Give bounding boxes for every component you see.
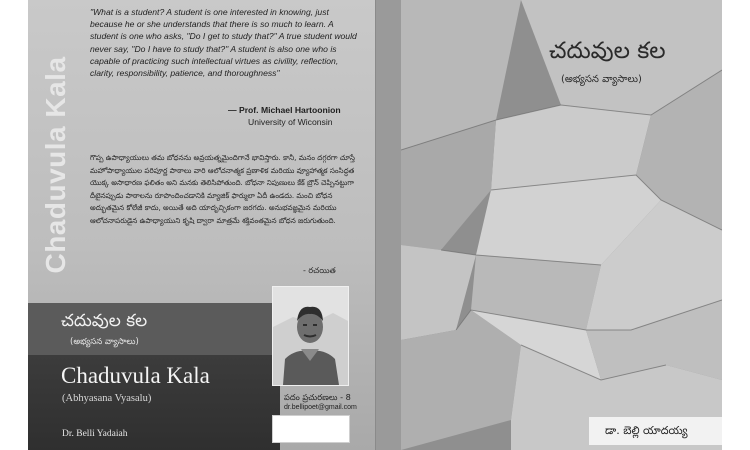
- front-title-telugu: చదువుల కల: [549, 38, 666, 64]
- author-portrait-icon: [273, 287, 348, 385]
- front-author-telugu: డా. బెల్లి యాదయ్య: [605, 424, 688, 437]
- english-title-band: [28, 355, 280, 450]
- back-title-english: Chaduvula Kala: [61, 363, 210, 388]
- back-subtitle-telugu: (అభ్యసన వ్యాసాలు): [70, 337, 139, 347]
- author-email: dr.bellipoet@gmail.com: [284, 404, 357, 411]
- front-author-box: [589, 417, 722, 445]
- back-title-telugu: చదువుల కల: [61, 311, 148, 331]
- book-spine: [375, 0, 403, 450]
- front-subtitle-telugu: (అభ్యసన వ్యాసాలు): [561, 74, 642, 85]
- quote-author: [228, 104, 368, 128]
- barcode-box: [272, 415, 350, 443]
- telugu-title-band: [28, 303, 280, 355]
- book-cover-spread: [28, 0, 722, 450]
- quote-author-affiliation: University of Wiconsin: [248, 117, 333, 127]
- quote-author-name: — Prof. Michael Hartoonion: [228, 105, 341, 115]
- telugu-signature: - రచయిత: [303, 266, 336, 275]
- front-cover: [401, 0, 722, 450]
- series-label: పదం ప్రచురణలు - 8: [284, 392, 351, 402]
- back-author-english: Dr. Belli Yadaiah: [62, 429, 128, 439]
- vertical-title-text: Chaduvula Kala: [40, 56, 71, 274]
- telugu-paragraph: గొప్ప ఉపాధ్యాయులు తమ బోధనను అవ్రయత్నమైందిగానే భావిస్తారు. కానీ, మనం దగ్గరగా చూస్తే మహోపాధ్యాయుల పరిపూర్ణ పాఠాలు వారి ఆలోచనాత్మక ప్రణాళిక మరియు వ్యూహాత్మక సంసిద్ధత యొక్క అసాధారణ ఫలితం అని మనకు తెలిసిపోతుంది. బోధనా నిపుణులు కేక్ బ్రౌన్ చెప్పినట్టుగా దీటైనప్పుడు పాఠాలను రూపొందించడానికి మ్యాజిక్ ఫార్ములా ఏదీ ఉండదు. మంచి బోధన అద్భుతమైన కోలేజీ కాదు, అయితే అది యాదృచ్ఛికంగా జరగదు. అనుభవజ్ఞమైన మరియు ఆలోచనాపరుడైన ఉపాధ్యాయుని కృషి ద్వారా మాత్రమే శక్తివంతమైన బోధన జరుగుతుంది.: [90, 153, 355, 225]
- back-cover: [28, 0, 375, 450]
- back-subtitle-english: (Abhyasana Vyasalu): [62, 393, 152, 404]
- quote-text: "What is a student? A student is one interested in knowing, just because he or she understands that there is so much to learn. A student is one who asks, "Do I get to study that?" A true student would never say, "Do I have to study that?" A student is also one who is capable of practicing such intellectual virtues as civility, reflection, clarity, responsibility, patience, and thoroughness": [90, 7, 357, 79]
- vertical-title: [36, 56, 76, 274]
- author-photo: [272, 286, 349, 386]
